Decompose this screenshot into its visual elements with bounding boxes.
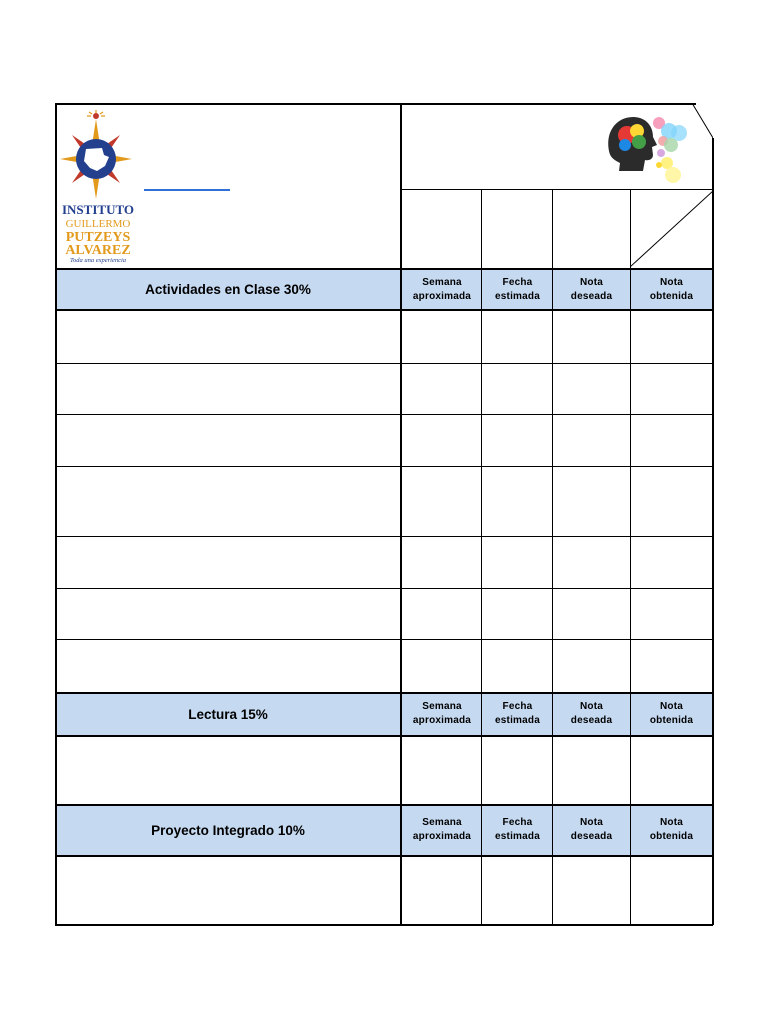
grid-line	[55, 536, 713, 537]
grid-line	[400, 103, 402, 925]
col-header-fecha: Fecha estimada	[495, 276, 540, 302]
section-title-proyecto: Proyecto Integrado 10%	[151, 822, 305, 838]
logo-tagline: Toda una experiencia	[69, 257, 127, 264]
grid-line	[481, 189, 482, 925]
compass-rose-guatemala-map-icon	[60, 109, 136, 199]
grid-line	[55, 735, 713, 737]
grid-line	[55, 924, 713, 926]
grid-line	[55, 639, 713, 640]
logo-line-guillermo: GUILLERMO	[65, 218, 131, 230]
col-header-semana: Semana aproximada	[412, 276, 472, 302]
section-title-lectura: Lectura 15%	[188, 706, 268, 722]
grid-line	[55, 103, 57, 925]
grid-line	[55, 414, 713, 415]
logo-line-putzeys: PUTZEYS	[65, 230, 131, 245]
grid-line	[55, 103, 696, 105]
col-header-nota-deseada: Nota deseada	[570, 276, 613, 302]
grid-line	[55, 804, 713, 806]
col-header-fecha: Fecha estimada	[495, 701, 540, 726]
grid-line	[55, 466, 713, 467]
col-header-nota-deseada: Nota deseada	[570, 817, 613, 842]
logo-line-instituto: INSTITUTO	[61, 202, 134, 217]
institute-logo	[60, 109, 136, 267]
logo-line-alvarez: ALVAREZ	[65, 243, 131, 258]
grid-line	[630, 189, 631, 925]
col-header-nota-obtenida: Nota obtenida	[649, 817, 694, 842]
section-title-actividades: Actividades en Clase 30%	[145, 282, 311, 297]
folded-corner-icon	[630, 103, 713, 267]
grid-line	[552, 189, 553, 925]
grid-line	[401, 189, 713, 190]
col-header-semana: Semana aproximada	[412, 817, 472, 842]
grid-line	[55, 692, 713, 694]
col-header-fecha: Fecha estimada	[495, 817, 540, 842]
planning-sheet	[55, 103, 713, 925]
grid-line	[55, 588, 713, 589]
col-header-nota-obtenida: Nota obtenida	[649, 701, 694, 726]
grid-line	[55, 268, 713, 270]
grid-line	[55, 309, 713, 311]
col-header-semana: Semana aproximada	[412, 701, 472, 726]
grid-line	[55, 855, 713, 857]
blank-underline	[144, 189, 230, 191]
col-header-nota-obtenida: Nota obtenida	[649, 276, 694, 302]
grid-line	[712, 138, 714, 925]
grid-line	[55, 363, 713, 364]
col-header-nota-deseada: Nota deseada	[570, 701, 613, 726]
